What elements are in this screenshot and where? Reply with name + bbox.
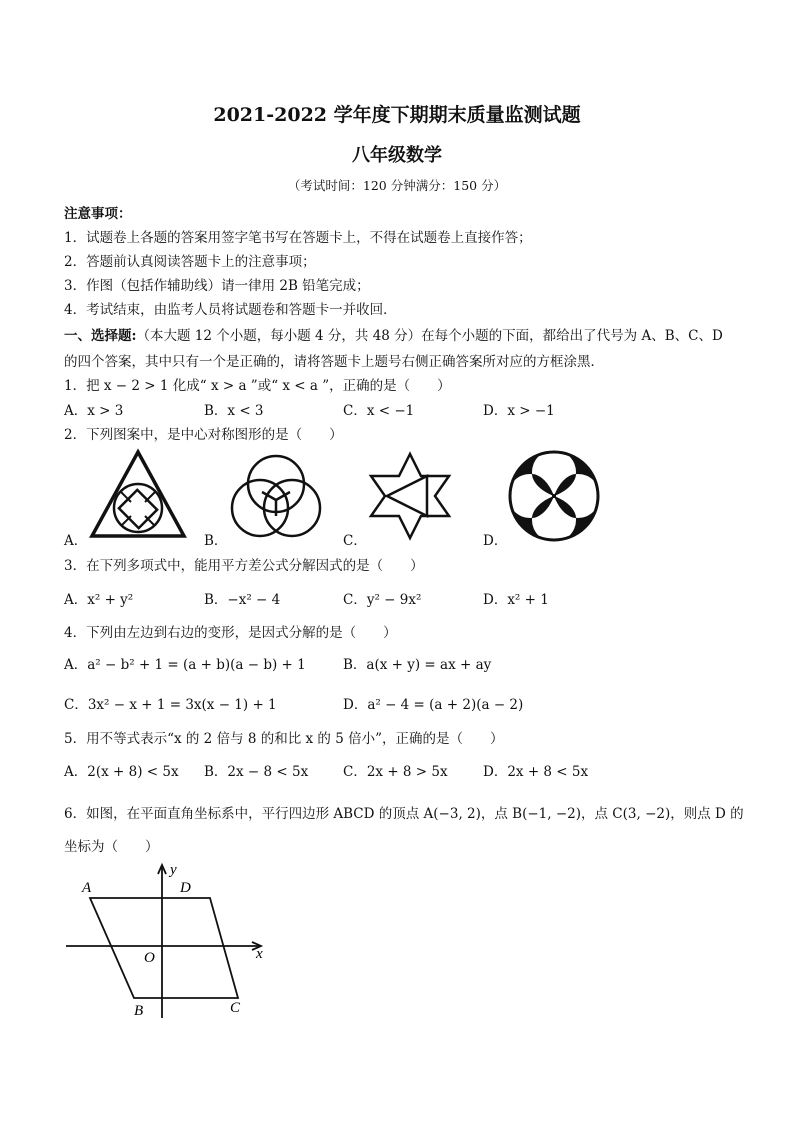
q3-option-b: B．−x² − 4 [204,592,281,608]
q5-option-d: D．2x + 8 < 5x [483,764,589,780]
q2-figure-d [508,450,600,542]
section-label: 一、选择题: [64,328,137,344]
q1-option-c: C．x < −1 [343,403,415,419]
q3-option-c: C．y² − 9x² [343,592,422,608]
q4-option-c: C．3x² − x + 1 = 3x(x − 1) + 1 [64,697,277,713]
exam-time-note: （考试时间：120 分钟满分：150 分） [287,178,507,193]
q3-option-a: A．x² + y² [64,592,134,608]
q1-option-b: B．x < 3 [204,403,264,419]
q6-stem-line1: 6．如图，在平面直角坐标系中，平行四边形 ABCD 的顶点 A(−3, 2)，点 B(−1, −2)，点 C(3, −2)，则点 D 的 [64,806,744,822]
vertex-label-d: D [180,880,191,896]
q4-option-b: B．a(x + y) = ax + ay [343,657,492,673]
q2-figure-c [365,452,455,540]
q5-stem: 5．用不等式表示“x 的 2 倍与 8 的和比 x 的 5 倍小”，正确的是（ ） [64,731,504,747]
q4-option-a: A．a² − b² + 1 = (a + b)(a − b) + 1 [64,657,306,673]
q2-option-d: D． [483,533,508,549]
q5-option-a: A．2(x + 8) < 5x [64,764,179,780]
note-item: 4．考试结束，由监考人员将试题卷和答题卡一并收回． [64,302,397,318]
section-intro-line2: 的四个答案，其中只有一个是正确的，请将答题卡上题号右侧正确答案所对应的方框涂黑． [64,354,604,370]
q6-stem-line2: 坐标为（ ） [64,839,159,855]
exam-title: 2021-2022 学年度下期期末质量监测试题 [213,104,581,126]
note-item: 1．试题卷上各题的答案用签字笔书写在答题卡上，不得在试题卷上直接作答； [64,230,532,246]
y-axis-label: y [170,862,177,878]
q2-figure-b [226,450,326,540]
q4-stem: 4．下列由左边到右边的变形，是因式分解的是（ ） [64,625,397,641]
q1-option-a: A．x > 3 [64,403,124,419]
q3-option-d: D．x² + 1 [483,592,549,608]
q5-option-c: C．2x + 8 > 5x [343,764,448,780]
origin-label: O [144,950,155,966]
q4-option-d: D．a² − 4 = (a + 2)(a − 2) [343,697,524,713]
q2-figure-a [88,448,188,540]
section-intro-line1: 一、选择题:（本大题 12 个小题，每小题 4 分，共 48 分）在每个小题的下面，都给出了代号为 A、B、C、D [64,328,723,344]
vertex-label-c: C [230,1000,241,1016]
notes-heading: 注意事项： [64,206,132,222]
q2-option-b: B． [204,533,228,549]
exam-subtitle: 八年级数学 [352,145,442,166]
x-axis-label: x [256,946,263,962]
q2-option-c: C． [343,533,367,549]
parallelogram-abcd [90,898,238,998]
q6-figure [60,858,280,1023]
vertex-label-a: A [82,880,92,896]
q5-option-b: B．2x − 8 < 5x [204,764,309,780]
q1-stem: 1．把 x − 2 > 1 化成“ x > a ”或“ x < a ”，正确的是（ ） [64,378,451,394]
q3-stem: 3．在下列多项式中，能用平方差公式分解因式的是（ ） [64,558,424,574]
q2-stem: 2．下列图案中，是中心对称图形的是（ ） [64,427,343,443]
vertex-label-b: B [134,1003,144,1019]
note-item: 3．作图（包括作辅助线）请一律用 2B 铅笔完成； [64,278,370,294]
q1-option-d: D．x > −1 [483,403,555,419]
q2-option-a: A． [64,533,88,549]
note-item: 2．答题前认真阅读答题卡上的注意事项； [64,254,316,270]
